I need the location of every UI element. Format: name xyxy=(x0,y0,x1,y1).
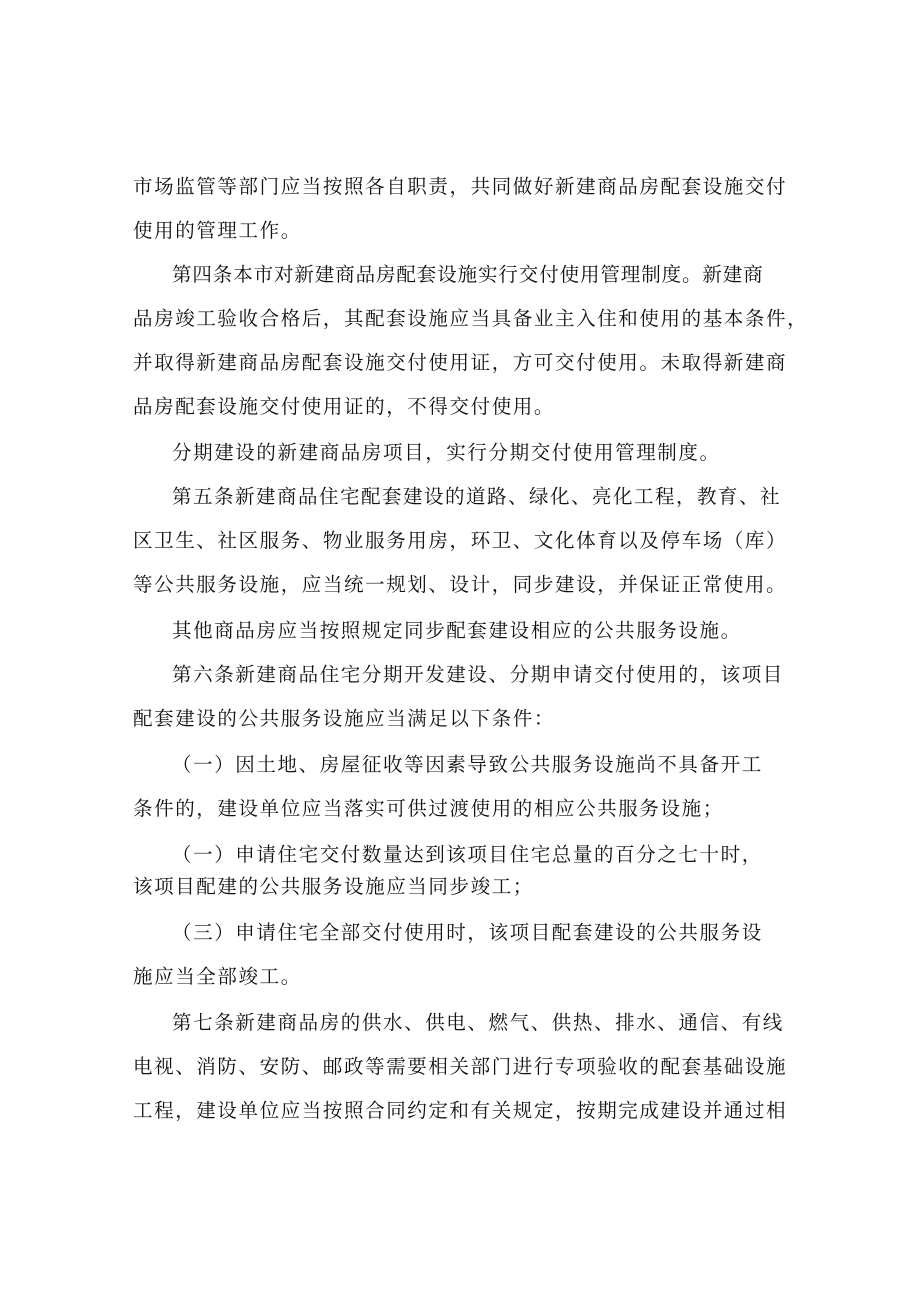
article-4-heading-line: 第四条本市对新建商品房配套设施实行交付使用管理制度。新建商 xyxy=(172,263,764,286)
text-line: 区卫生、社区服务、物业服务用房，环卫、文化体育以及停车场（库） xyxy=(133,529,788,552)
text-line: 电视、消防、安防、邮政等需要相关部门进行专项验收的配套基础设施 xyxy=(133,1055,788,1078)
article-5-heading-line: 第五条新建商品住宅配套建设的道路、绿化、亮化工程，教育、社 xyxy=(172,485,782,508)
text-line: 分期建设的新建商品房项目，实行分期交付使用管理制度。 xyxy=(172,441,721,464)
text-line: 市场监管等部门应当按照各自职责，共同做好新建商品房配套设施交付 xyxy=(133,175,788,198)
text-line: 品房竣工验收合格后，其配套设施应当具备业主入住和使用的基本条件， xyxy=(133,307,809,330)
clause-item-line: （三）申请住宅全部交付使用时，该项目配套建设的公共服务设 xyxy=(172,921,763,944)
text-line: 该项目配建的公共服务设施应当同步竣工； xyxy=(133,875,534,898)
text-line: 其他商品房应当按照规定同步配套建设相应的公共服务设施。 xyxy=(172,619,742,642)
article-6-heading-line: 第六条新建商品住宅分期开发建设、分期申请交付使用的，该项目 xyxy=(172,663,784,686)
text-line: 条件的，建设单位应当落实可供过渡使用的相应公共服务设施； xyxy=(133,797,724,820)
clause-item-line: （一）因土地、房屋征收等因素导致公共服务设施尚不具备开工 xyxy=(172,753,763,776)
text-line: 工程，建设单位应当按照合同约定和有关规定，按期完成建设并通过相 xyxy=(133,1099,788,1122)
text-line: 使用的管理工作。 xyxy=(133,219,302,242)
text-line: 施应当全部竣工。 xyxy=(133,965,302,988)
text-line: 品房配套设施交付使用证的，不得交付使用。 xyxy=(133,395,556,418)
text-line: 配套建设的公共服务设施应当满足以下条件： xyxy=(133,707,556,730)
article-7-heading-line: 第七条新建商品房的供水、供电、燃气、供热、排水、通信、有线 xyxy=(172,1011,784,1034)
text-line: 并取得新建商品房配套设施交付使用证，方可交付使用。未取得新建商 xyxy=(133,351,788,374)
clause-item-line: （一）申请住宅交付数量达到该项目住宅总量的百分之七十时， xyxy=(172,843,763,866)
text-line: 等公共服务设施，应当统一规划、设计，同步建设，并保证正常使用。 xyxy=(133,573,788,596)
